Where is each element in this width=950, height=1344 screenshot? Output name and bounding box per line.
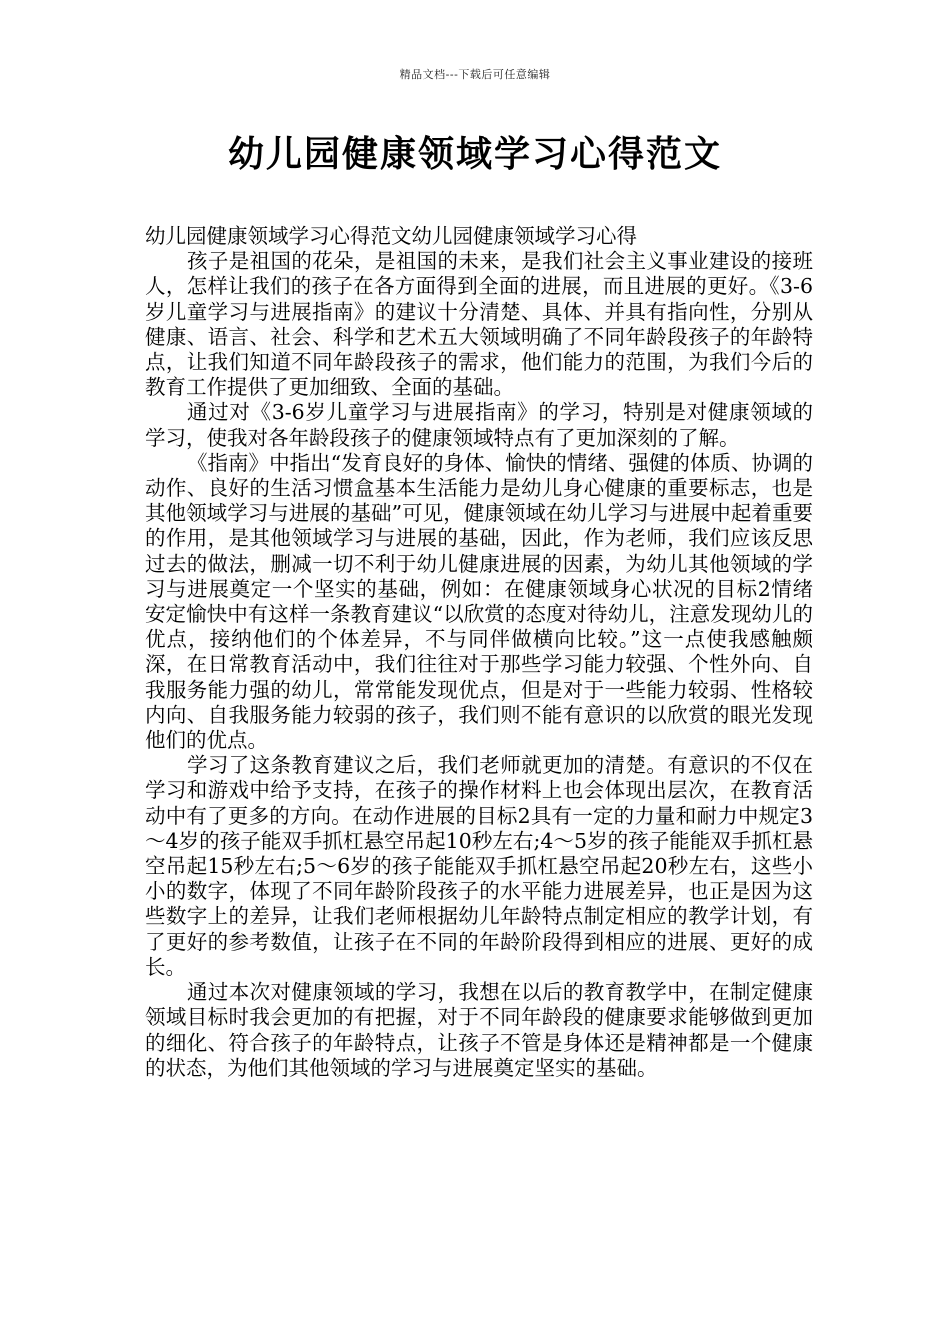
paragraph: 通过对《3-6岁儿童学习与进展指南》的学习，特别是对健康领域的学习，使我对各年龄段孩子的健康领域特点有了更加深刻的了解。 bbox=[145, 400, 813, 450]
document-title: 幼儿园健康领域学习心得范文 bbox=[227, 133, 722, 175]
paragraph: 孩子是祖国的花朵，是祖国的未来，是我们社会主义事业建设的接班人，怎样让我们的孩子在各方面得到全面的进展，而且进展的更好。《3-6岁儿童学习与进展指南》的建议十分清楚、具体、并具有指向性，分别从健康、语言、社会、科学和艺术五大领域明确了不同年龄段孩子的年龄特点，让我们知道不同年龄段孩子的需求，他们能力的范围，为我们今后的教育工作提供了更加细致、全面的基础。 bbox=[145, 249, 813, 400]
paragraph: 《指南》中指出“发育良好的身体、愉快的情绪、强健的体质、协调的动作、良好的生活习惯盒基本生活能力是幼儿身心健康的重要标志，也是其他领域学习与进展的基础”可见，健康领域在幼儿学习与进展中起着重要的作用，是其他领域学习与进展的基础，因此，作为老师，我们应该反思过去的做法，删减一切不利于幼儿健康进展的因素，为幼儿其他领域的学习与进展奠定一个坚实的基础，例如：在健康领域身心状况的目标2情绪安定愉快中有这样一条教育建议“以欣赏的态度对待幼儿，注意发现幼儿的优点，接纳他们的个体差异，不与同伴做横向比较。”这一点使我感触颇深，在日常教育活动中，我们往往对于那些学习能力较强、个性外向、自我服务能力强的幼儿，常常能发现优点，但是对于一些能力较弱、性格较内向、自我服务能力较弱的孩子，我们则不能有意识的以欣赏的眼光发现他们的优点。 bbox=[145, 450, 813, 753]
paragraph: 通过本次对健康领域的学习，我想在以后的教育教学中，在制定健康领域目标时我会更加的有把握，对于不同年龄段的健康要求能够做到更加的细化、符合孩子的年龄特点，让孩子不管是身体还是精神都是一个健康的状态，为他们其他领域的学习与进展奠定坚实的基础。 bbox=[145, 980, 813, 1080]
paragraph-intro: 幼儿园健康领域学习心得范文幼儿园健康领域学习心得 bbox=[145, 224, 637, 248]
document-body bbox=[145, 224, 813, 1081]
header-note: 精品文档---下载后可任意编辑 bbox=[399, 68, 551, 81]
paragraph: 学习了这条教育建议之后，我们老师就更加的清楚。有意识的不仅在学习和游戏中给予支持，在孩子的操作材料上也会体现出层次，在教育活动中有了更多的方向。在动作进展的目标2具有一定的力量和耐力中规定3～4岁的孩子能双手抓杠悬空吊起10秒左右;4～5岁的孩子能能双手抓杠悬空吊起15秒左右;5～6岁的孩子能能双手抓杠悬空吊起20秒左右，这些小小的数字，体现了不同年龄阶段孩子的水平能力进展差异，也正是因为这些数字上的差异，让我们老师根据幼儿年龄特点制定相应的教学计划，有了更好的参考数值，让孩子在不同的年龄阶段得到相应的进展、更好的成长。 bbox=[145, 753, 813, 979]
